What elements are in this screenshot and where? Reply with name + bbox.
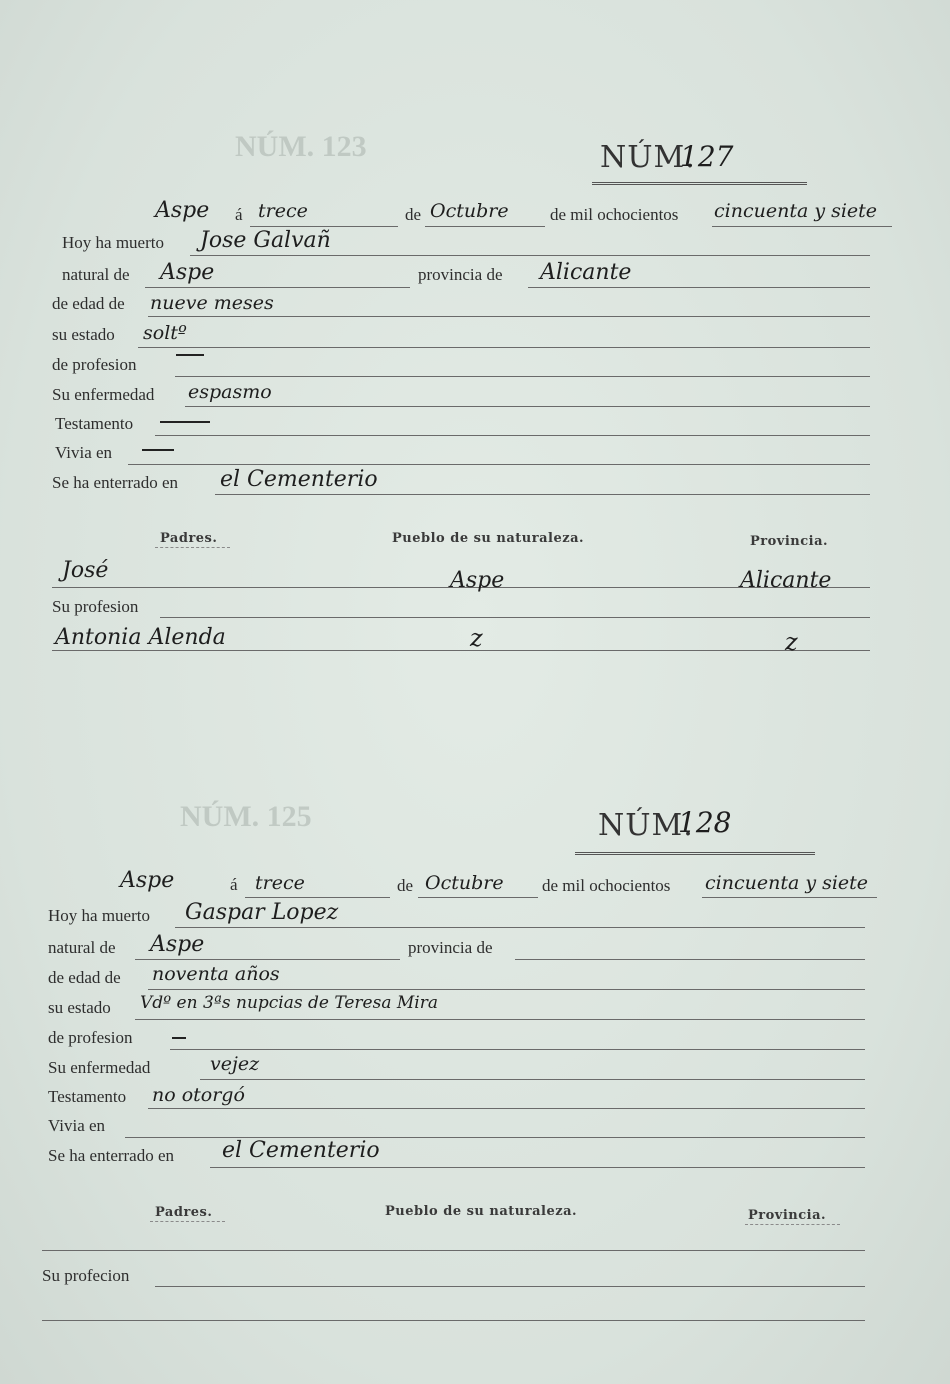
ditto-mark-province: z [785, 628, 798, 656]
natural-label: natural de [62, 265, 130, 284]
profession-label: de profesion [48, 1028, 133, 1047]
number-underline [575, 852, 815, 855]
day-handwritten: trece [258, 200, 308, 222]
age-label: de edad de [52, 294, 125, 313]
col-parents-header: Padres. [155, 1205, 213, 1220]
month-handwritten: Octubre [425, 872, 504, 894]
year-label: de mil ochocientos [542, 876, 671, 895]
number-underline [592, 182, 807, 185]
province-label: provincia de [408, 938, 493, 957]
deceased-name: Jose Galvañ [200, 228, 331, 253]
will-label: Testamento [55, 414, 134, 433]
col-parents-header: Padres. [160, 531, 218, 546]
status-handwritten: Vdº en 3ªs nupcias de Teresa Mira [140, 993, 438, 1013]
parent-profession-label: Su profecion [42, 1266, 130, 1285]
profession-dash [172, 1037, 186, 1039]
illness-label: Su enfermedad [48, 1058, 151, 1077]
illness-handwritten: espasmo [188, 381, 272, 403]
died-label: Hoy ha muerto [62, 233, 164, 252]
province-line [528, 287, 870, 288]
col-town-header: Pueblo de su naturaleza. [392, 531, 585, 546]
died-line [175, 927, 865, 928]
lived-dash [142, 449, 174, 451]
month-label: de [405, 205, 422, 224]
entry-number-label: NÚM. [600, 140, 696, 175]
illness-line [200, 1079, 865, 1080]
bleed-through-mark: NÚM. 125 [180, 800, 312, 833]
buried-label: Se ha enterrado en [52, 473, 179, 492]
died-label: Hoy ha muerto [48, 906, 150, 925]
status-line [135, 1019, 865, 1020]
entry-number-label: NÚM. [598, 808, 694, 843]
lived-line [128, 464, 870, 465]
month-handwritten: Octubre [430, 200, 509, 222]
father-province: Alicante [740, 568, 832, 593]
status-line [138, 347, 870, 348]
parent-profession-line [155, 1286, 865, 1287]
age-handwritten: noventa años [152, 963, 280, 985]
status-label: su estado [48, 998, 111, 1017]
place-handwritten: Aspe [120, 868, 175, 893]
ditto-mark-town: z [470, 624, 483, 652]
natural-handwritten: Aspe [150, 932, 205, 957]
age-line [148, 989, 865, 990]
age-handwritten: nueve meses [150, 292, 274, 314]
province-label: provincia de [418, 265, 503, 284]
will-line [155, 435, 870, 436]
at-label: á [230, 875, 238, 894]
month-line [418, 897, 538, 898]
province-line [515, 959, 865, 960]
year-label: de mil ochocientos [550, 205, 679, 224]
will-line [148, 1108, 865, 1109]
profession-line [170, 1049, 865, 1050]
col-province-header: Provincia. [750, 534, 829, 549]
place-handwritten: Aspe [155, 198, 210, 223]
buried-handwritten: el Cementerio [222, 1138, 380, 1163]
profession-label: de profesion [52, 355, 137, 374]
mother-line [52, 650, 870, 651]
status-handwritten: soltº [143, 322, 187, 344]
buried-line [215, 494, 870, 495]
mother-name: Antonia Alenda [55, 625, 226, 650]
day-handwritten: trece [255, 872, 305, 894]
age-line [148, 316, 870, 317]
profession-dash [176, 354, 204, 356]
father-town: Aspe [450, 568, 505, 593]
col-province-header: Provincia. [748, 1208, 827, 1223]
entry-number-value: 127 [680, 140, 734, 173]
province-handwritten: Alicante [540, 260, 632, 285]
buried-handwritten: el Cementerio [220, 467, 378, 492]
year-handwritten: cincuenta y siete [714, 200, 878, 222]
bleed-through-mark: NÚM. 123 [235, 130, 367, 163]
status-label: su estado [52, 325, 115, 344]
will-handwritten: no otorgó [152, 1084, 245, 1106]
year-line [712, 226, 892, 227]
day-line [245, 897, 390, 898]
parent-profession-label: Su profesion [52, 597, 139, 616]
lived-label: Vivia en [48, 1116, 106, 1135]
father-name: José [62, 558, 109, 583]
buried-line [210, 1167, 865, 1168]
natural-handwritten: Aspe [160, 260, 215, 285]
month-label: de [397, 876, 414, 895]
at-label: á [235, 205, 243, 224]
year-line [702, 897, 877, 898]
buried-label: Se ha enterrado en [48, 1146, 175, 1165]
age-label: de edad de [48, 968, 121, 987]
col-parents-rule [155, 547, 230, 548]
natural-line [135, 959, 400, 960]
profession-line [175, 376, 870, 377]
died-line [190, 255, 870, 256]
month-line [425, 226, 545, 227]
entry-number-value: 128 [678, 806, 732, 839]
col-parents-rule [150, 1221, 225, 1222]
father-line [42, 1250, 865, 1251]
mother-line [42, 1320, 865, 1321]
illness-handwritten: vejez [210, 1053, 260, 1075]
deceased-name: Gaspar Lopez [185, 900, 339, 925]
will-dash [160, 421, 210, 423]
will-label: Testamento [48, 1087, 127, 1106]
parent-profession-line [160, 617, 870, 618]
lived-label: Vivia en [55, 443, 113, 462]
col-province-rule [745, 1224, 840, 1225]
illness-line [185, 406, 870, 407]
natural-line [145, 287, 410, 288]
day-line [250, 226, 398, 227]
year-handwritten: cincuenta y siete [705, 872, 869, 894]
col-town-header: Pueblo de su naturaleza. [385, 1204, 578, 1219]
natural-label: natural de [48, 938, 116, 957]
illness-label: Su enfermedad [52, 385, 155, 404]
